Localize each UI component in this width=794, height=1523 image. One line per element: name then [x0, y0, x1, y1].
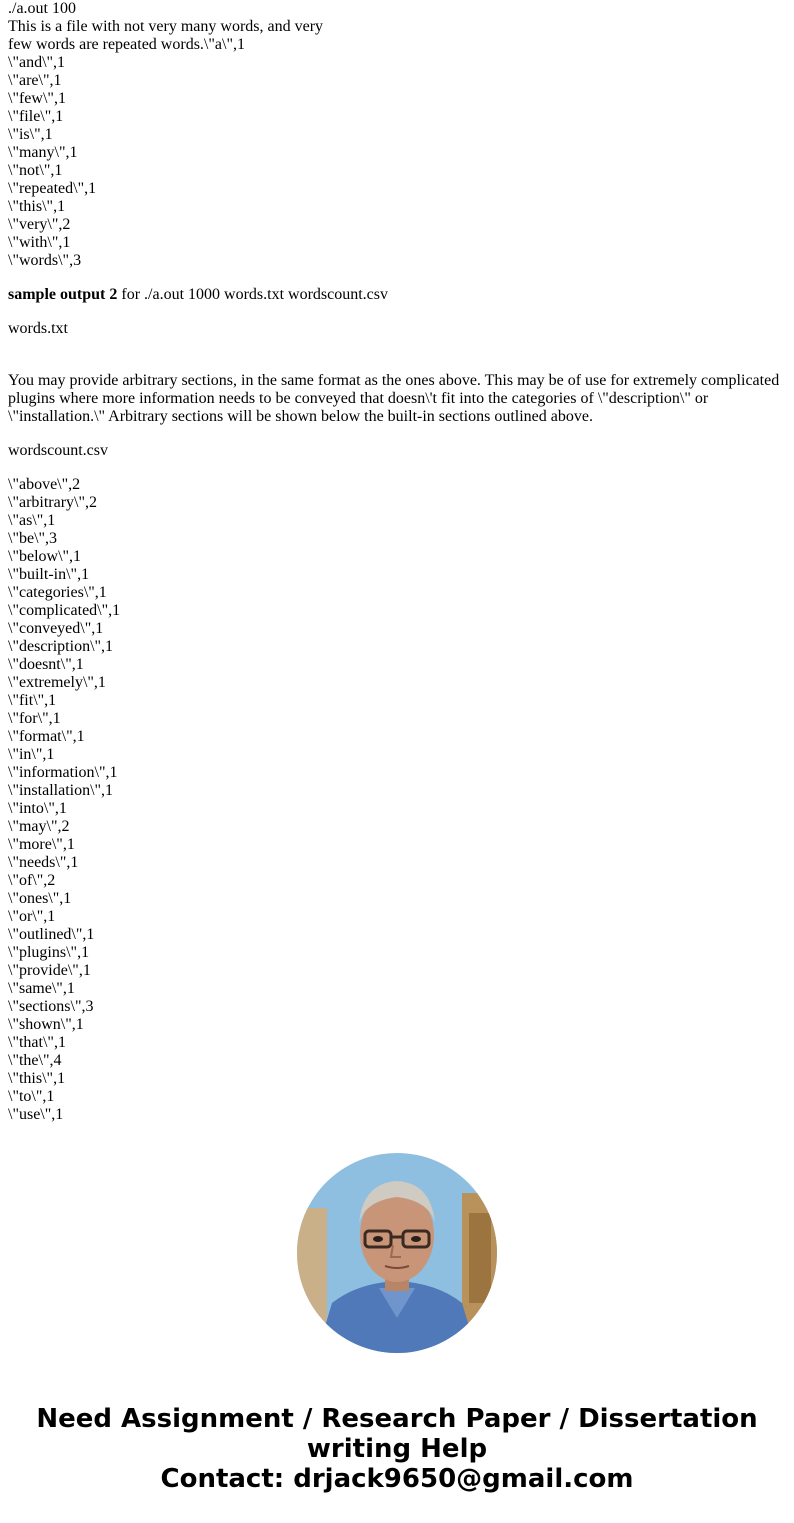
word-count-line: \"doesnt\",1: [8, 656, 84, 673]
word-count-line: \"provide\",1: [8, 962, 91, 979]
word-count-line: \"be\",3: [8, 530, 58, 547]
document-body: [8, 0, 786, 1124]
word-count-line: \"repeated\",1: [8, 180, 97, 197]
word-count-line: \"more\",1: [8, 836, 75, 853]
word-count-line: \"shown\",1: [8, 1016, 84, 1033]
csv-file-label: wordscount.csv: [8, 442, 108, 459]
word-count-line: \"that\",1: [8, 1034, 66, 1051]
word-count-line: \"description\",1: [8, 638, 114, 655]
word-count-line: \"to\",1: [8, 1088, 55, 1105]
word-count-line: \"arbitrary\",2: [8, 494, 98, 511]
word-count-line: \"outlined\",1: [8, 926, 95, 943]
word-count-line: \"use\",1: [8, 1106, 64, 1123]
word-count-line: \"and\",1: [8, 54, 66, 71]
word-count-line: \"of\",2: [8, 872, 56, 889]
intro-line-2: few words are repeated words.\"a\",1: [8, 36, 245, 53]
word-count-line: \"may\",2: [8, 818, 70, 835]
output-list-1: [8, 54, 786, 270]
word-count-line: \"into\",1: [8, 800, 67, 817]
word-count-line: \"this\",1: [8, 1070, 66, 1087]
word-count-line: \"the\",4: [8, 1052, 62, 1069]
word-count-line: \"categories\",1: [8, 584, 107, 601]
sample-output-2-line: [8, 286, 786, 304]
word-count-line: \"conveyed\",1: [8, 620, 104, 637]
word-count-line: \"needs\",1: [8, 854, 79, 871]
word-count-line: \"words\",3: [8, 252, 82, 269]
words-file-label: words.txt: [8, 320, 68, 337]
word-count-line: \"same\",1: [8, 980, 75, 997]
intro-line-1: This is a file with not very many words, and very: [8, 18, 324, 35]
word-count-line: \"with\",1: [8, 234, 71, 251]
word-count-line: \"in\",1: [8, 746, 55, 763]
description-paragraph: You may provide arbitrary sections, in the same format as the ones above. This may be of use for extremely complicated plugins where more information needs to be conveyed that doesn\'t fit into the categories of \"description\" or \"installation.\" Arbitrary sections will be shown below the built-in sections outlined above.: [8, 372, 780, 425]
word-count-line: \"format\",1: [8, 728, 85, 745]
word-count-line: \"many\",1: [8, 144, 78, 161]
sample-output-2-label: sample output 2: [8, 286, 118, 303]
word-count-line: \"above\",2: [8, 476, 81, 493]
banner-line-2: writing Help: [306, 1434, 488, 1464]
sample-output-2-command: for ./a.out 1000 words.txt wordscount.csv: [117, 286, 388, 303]
word-count-line: \"extremely\",1: [8, 674, 106, 691]
word-count-line: \"below\",1: [8, 548, 82, 565]
word-count-line: \"is\",1: [8, 126, 53, 143]
word-count-line: \"for\",1: [8, 710, 61, 727]
person-portrait-icon: [297, 1153, 497, 1353]
contact-banner: [0, 1404, 794, 1494]
output-list-2: [8, 476, 786, 1124]
word-count-line: \"this\",1: [8, 198, 66, 215]
word-count-line: \"installation\",1: [8, 782, 114, 799]
word-count-line: \"ones\",1: [8, 890, 72, 907]
word-count-line: \"fit\",1: [8, 692, 57, 709]
word-count-line: \"not\",1: [8, 162, 63, 179]
word-count-line: \"plugins\",1: [8, 944, 90, 961]
word-count-line: \"complicated\",1: [8, 602, 121, 619]
word-count-line: \"very\",2: [8, 216, 71, 233]
word-count-line: \"sections\",3: [8, 998, 94, 1015]
word-count-line: \"are\",1: [8, 72, 62, 89]
banner-line-1: Need Assignment / Research Paper / Dissertation: [36, 1404, 758, 1434]
word-count-line: \"as\",1: [8, 512, 56, 529]
banner-contact-line: Contact: drjack9650@gmail.com: [160, 1464, 634, 1494]
word-count-line: \"few\",1: [8, 90, 66, 107]
word-count-line: \"or\",1: [8, 908, 56, 925]
command-line: ./a.out 100: [8, 0, 76, 17]
author-photo: [297, 1153, 497, 1353]
word-count-line: \"information\",1: [8, 764, 118, 781]
word-count-line: \"built-in\",1: [8, 566, 90, 583]
word-count-line: \"file\",1: [8, 108, 64, 125]
